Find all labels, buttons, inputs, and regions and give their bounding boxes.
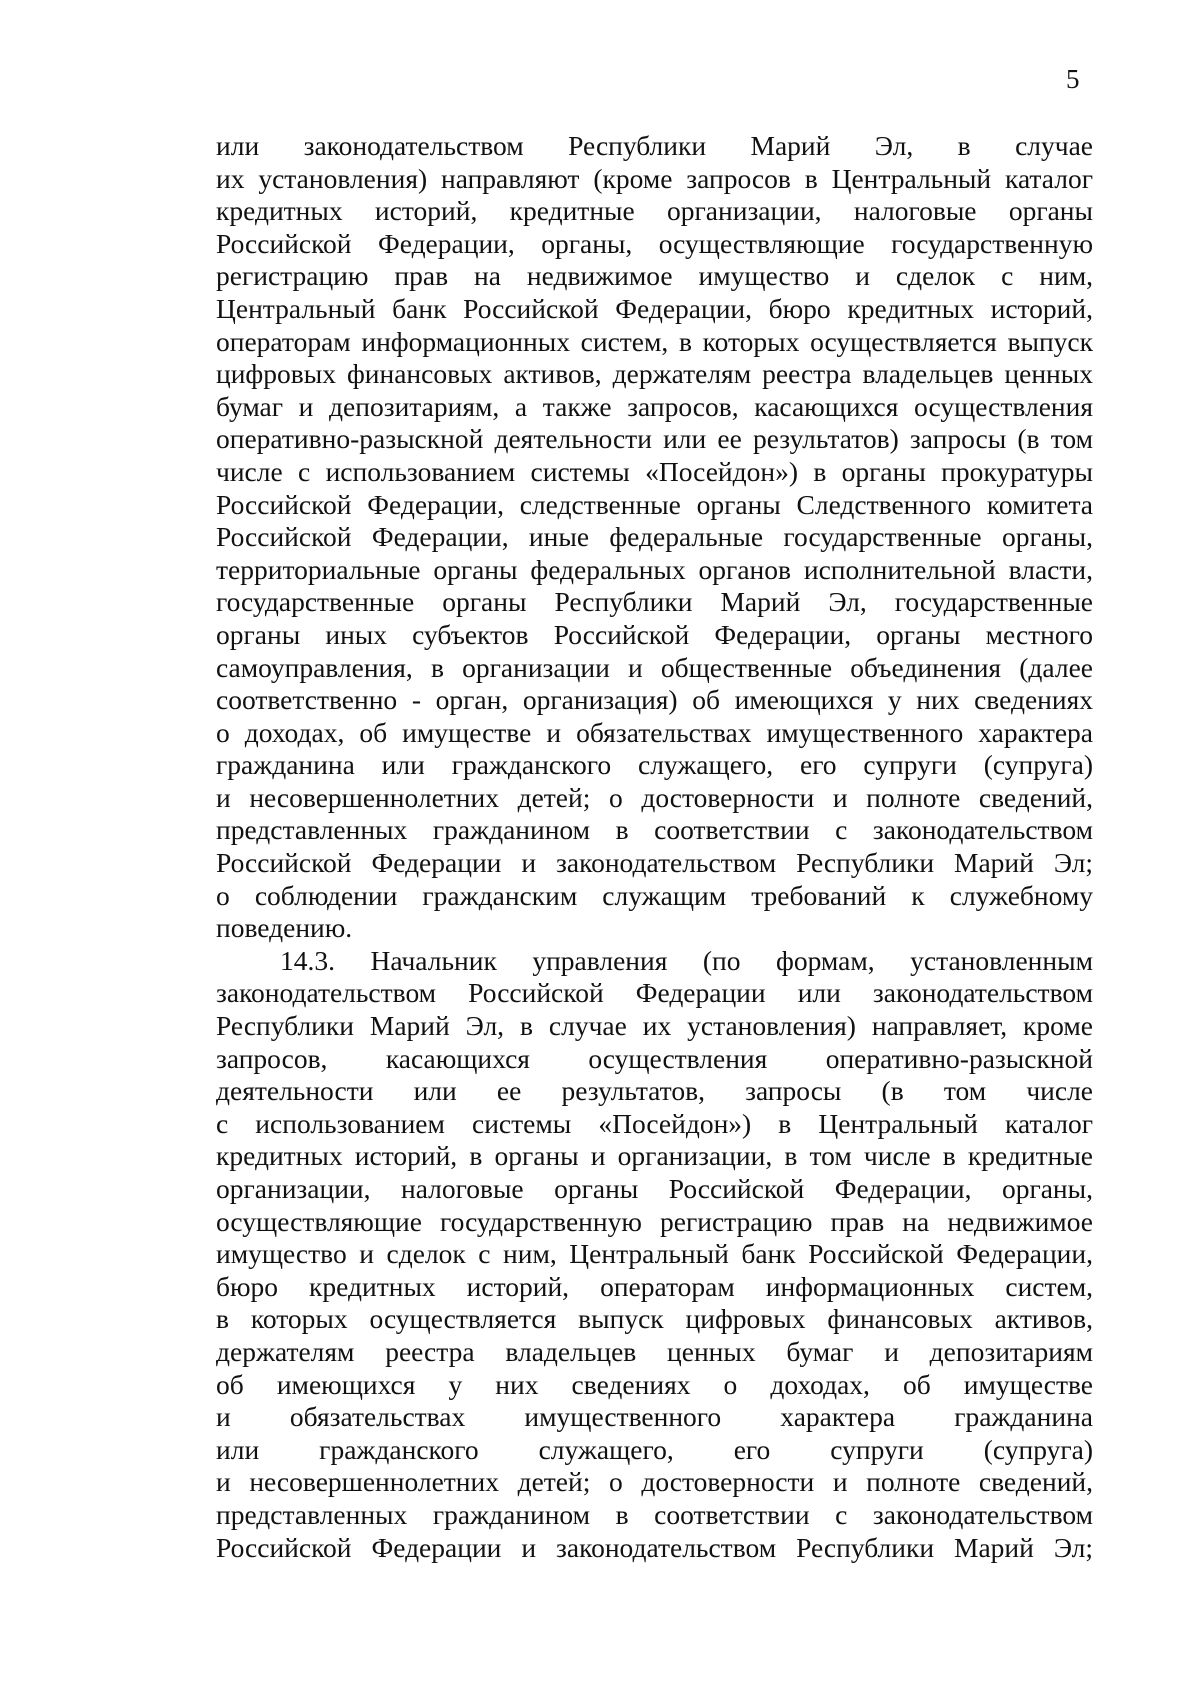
text-line: и несовершеннолетних детей; о достоверности и полноте сведений,: [216, 1466, 1093, 1498]
text-line: Российской Федерации, органы, осуществляющие государственную: [216, 227, 1093, 259]
text-line: представленных гражданином в соответствии с законодательством: [216, 814, 1093, 846]
text-line: с использованием системы «Посейдон») в Центральный каталог: [216, 1107, 1093, 1139]
text-line: имущество и сделок с ним, Центральный банк Российской Федерации,: [216, 1238, 1093, 1270]
text-line: регистрацию прав на недвижимое имущество и сделок с ним,: [216, 260, 1093, 292]
text-line: Российской Федерации и законодательством Республики Марий Эл;: [216, 1531, 1093, 1563]
text-line: операторам информационных систем, в которых осуществляется выпуск: [216, 325, 1093, 357]
text-line: и несовершеннолетних детей; о достоверности и полноте сведений,: [216, 781, 1093, 813]
text-line: Российской Федерации и законодательством Республики Марий Эл;: [216, 847, 1093, 879]
text-line: или гражданского служащего, его супруги (супруга): [216, 1433, 1093, 1465]
text-line: держателям реестра владельцев ценных бумаг и депозитариям: [216, 1335, 1093, 1367]
text-line: территориальные органы федеральных органов исполнительной власти,: [216, 553, 1093, 585]
text-line: соответственно - орган, организация) об имеющихся у них сведениях: [216, 684, 1093, 716]
page-number: 5: [1066, 64, 1080, 94]
text-line: и обязательствах имущественного характера гражданина: [216, 1401, 1093, 1433]
text-line: цифровых финансовых активов, держателям реестра владельцев ценных: [216, 358, 1093, 390]
text-line: бюро кредитных историй, операторам информационных систем,: [216, 1270, 1093, 1302]
text-line: Республики Марий Эл, в случае их установления) направляет, кроме: [216, 1010, 1093, 1042]
text-line: организации, налоговые органы Российской Федерации, органы,: [216, 1173, 1093, 1204]
text-line: осуществляющие государственную регистрацию прав на недвижимое: [216, 1205, 1093, 1237]
text-line: об имеющихся у них сведениях о доходах, об имуществе: [216, 1368, 1093, 1400]
text-line: поведению.: [216, 912, 353, 944]
text-line: оперативно-разыскной деятельности или ее результатов) запросы (в том: [216, 423, 1093, 455]
text-line: Российской Федерации, следственные органы Следственного комитета: [216, 488, 1093, 520]
text-line: самоуправления, в организации и общественные объединения (далее: [216, 651, 1093, 683]
text-line: их установления) направляют (кроме запросов в Центральный каталог: [216, 162, 1093, 194]
text-line: представленных гражданином в соответствии с законодательством: [216, 1498, 1093, 1530]
text-line: числе с использованием системы «Посейдон») в органы прокуратуры: [216, 455, 1093, 487]
text-line: о доходах, об имуществе и обязательствах имущественного характера: [216, 716, 1093, 748]
text-line: органы иных субъектов Российской Федерации, органы местного: [216, 618, 1093, 650]
text-line: 14.3. Начальник управления (по формам, установленным: [280, 944, 1093, 976]
text-line: бумаг и депозитариям, а также запросов, касающихся осуществления: [216, 390, 1093, 422]
text-line: кредитных историй, кредитные организации, налоговые органы: [216, 195, 1093, 227]
text-line: государственные органы Республики Марий Эл, государственные: [216, 586, 1093, 618]
text-line: в которых осуществляется выпуск цифровых финансовых активов,: [216, 1303, 1093, 1335]
text-line: Российской Федерации, иные федеральные государственные органы,: [216, 521, 1093, 553]
text-line: деятельности или ее результатов, запросы (в том числе: [216, 1075, 1093, 1107]
text-line: или законодательством Республики Марий Эл, в случае: [216, 130, 1093, 161]
text-line: кредитных историй, в органы и организации, в том числе в кредитные: [216, 1140, 1093, 1172]
text-line: Центральный банк Российской Федерации, бюро кредитных историй,: [216, 292, 1093, 324]
document-body: [216, 130, 1093, 1564]
text-line: гражданина или гражданского служащего, его супруги (супруга): [216, 749, 1093, 781]
text-line: о соблюдении гражданским служащим требований к служебному: [216, 879, 1093, 911]
text-line: запросов, касающихся осуществления оперативно-разыскной: [216, 1042, 1093, 1074]
text-line: законодательством Российской Федерации или законодательством: [216, 977, 1093, 1009]
